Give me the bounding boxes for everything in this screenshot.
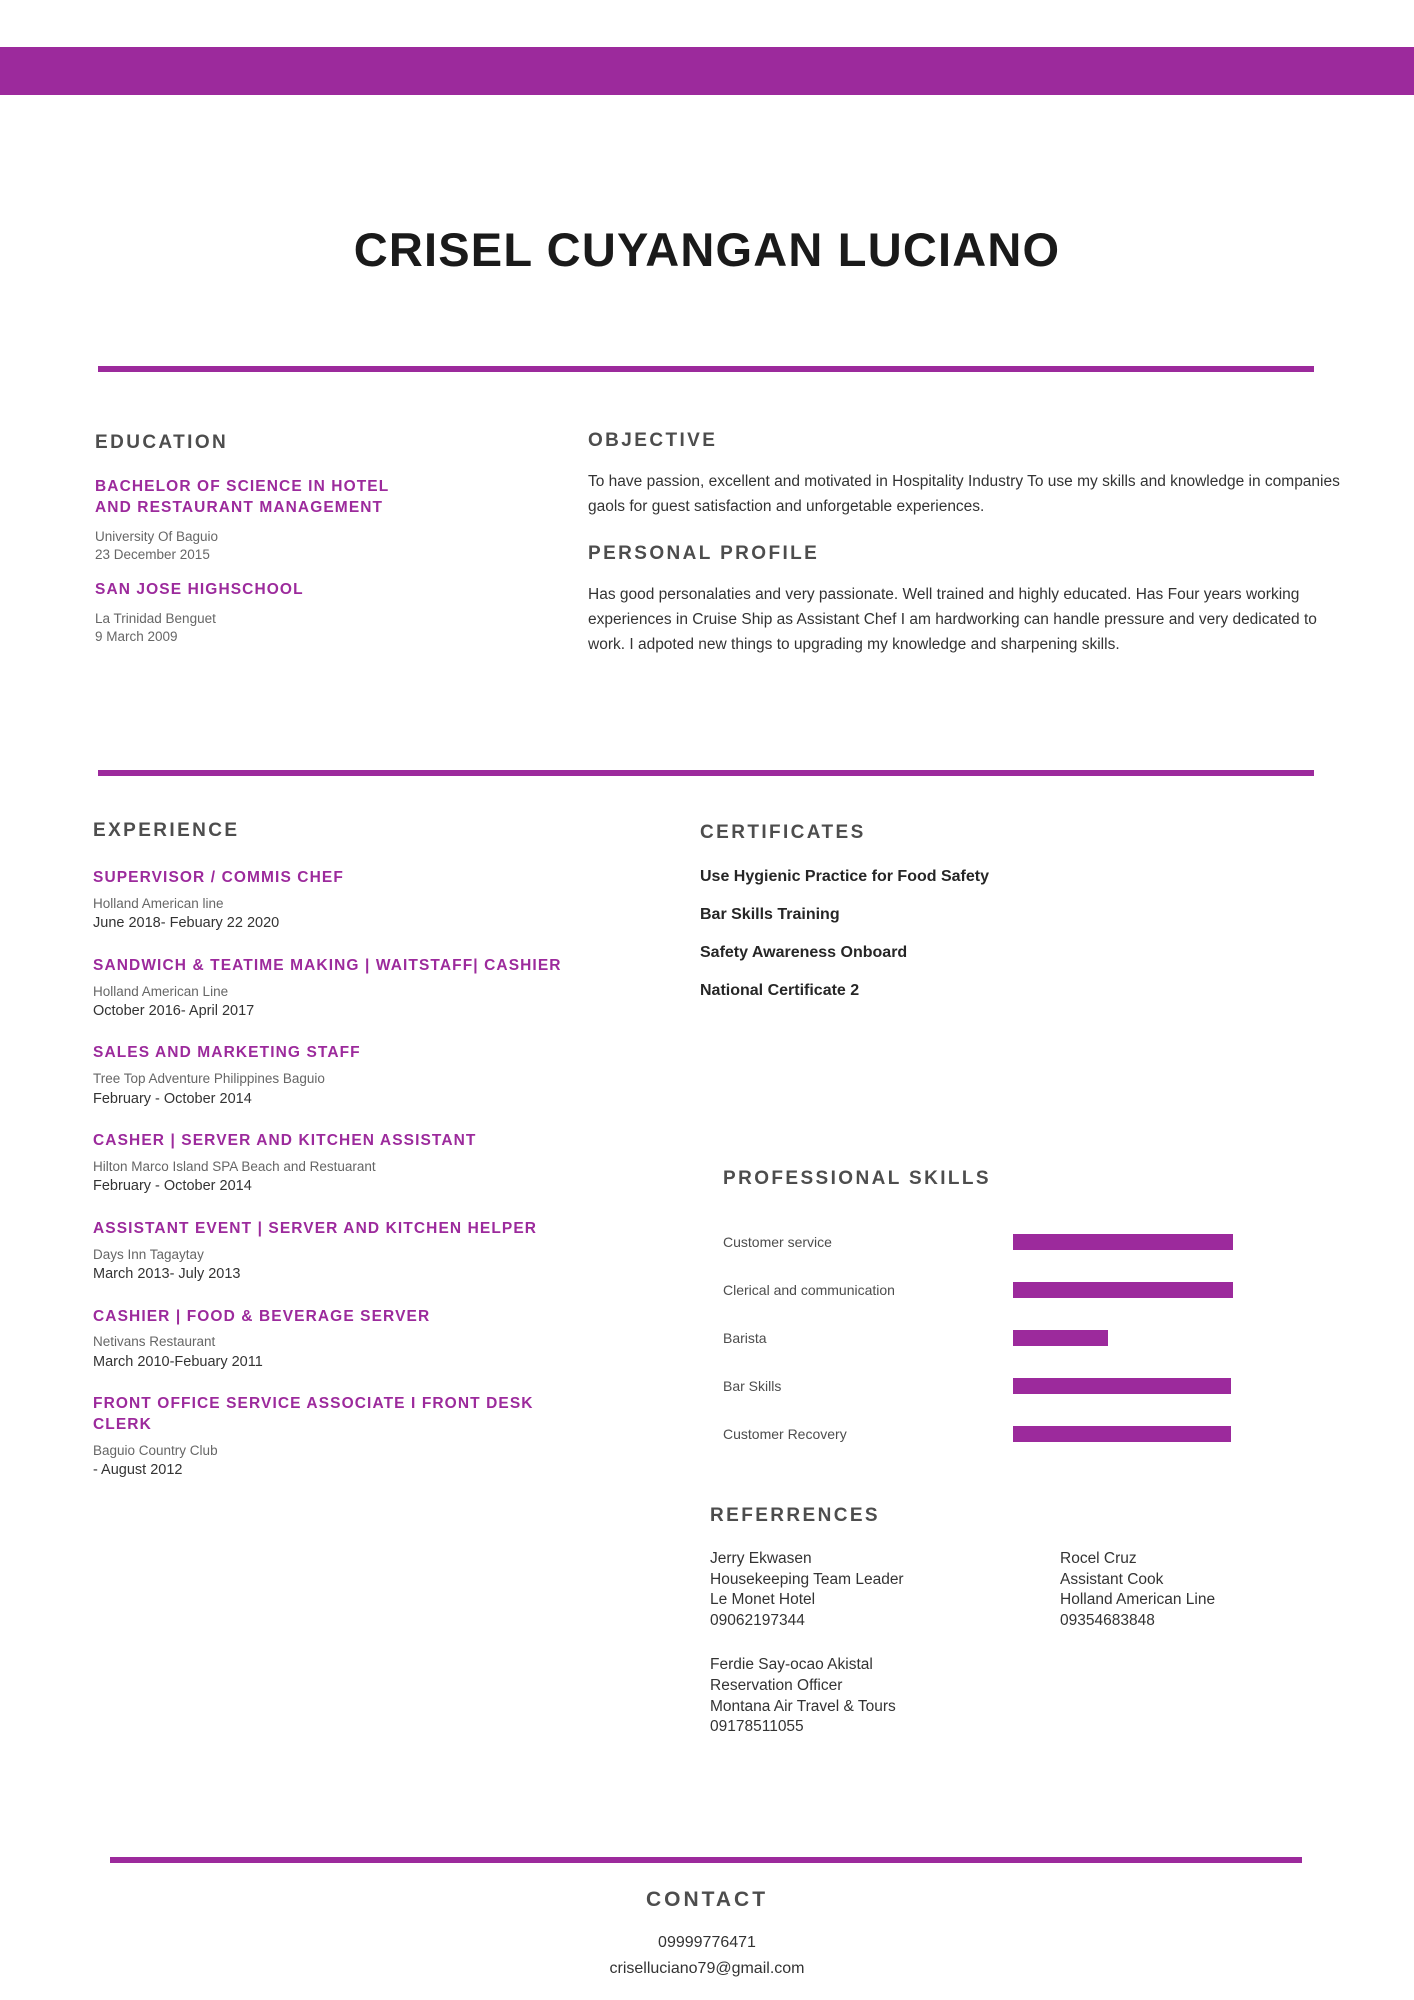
skill-bar (1013, 1426, 1231, 1442)
skill-label: Bar Skills (723, 1378, 782, 1394)
experience-date: - August 2012 (93, 1462, 183, 1479)
divider-top (98, 366, 1314, 372)
skill-bar (1013, 1330, 1108, 1346)
experience-heading: EXPERIENCE (93, 820, 240, 841)
experience-date: October 2016- April 2017 (93, 1002, 255, 1019)
education-item (95, 477, 425, 564)
education-date: 23 December 2015 (95, 547, 210, 563)
objective-section (588, 430, 1358, 682)
skill-label: Barista (723, 1330, 767, 1346)
references-heading: REFERRENCES (710, 1505, 880, 1526)
experience-title: FRONT OFFICE SERVICE ASSOCIATE I FRONT DESK CLERK (93, 1395, 534, 1434)
experience-date: June 2018- Febuary 22 2020 (93, 915, 280, 932)
experience-title: SUPERVISOR / COMMIS CHEF (93, 869, 344, 886)
reference-name: Jerry Ekwasen (710, 1550, 812, 1567)
education-heading: EDUCATION (95, 432, 229, 453)
experience-title: CASHER | SERVER AND KITCHEN ASSISTANT (93, 1132, 477, 1150)
education-degree: SAN JOSE HIGHSCHOOL (95, 581, 304, 599)
references-column-left (710, 1549, 1060, 1762)
reference-company: Holland American Line (1060, 1591, 1216, 1609)
experience-item (93, 1043, 573, 1109)
skill-bar (1013, 1234, 1233, 1250)
reference-item (710, 1655, 1060, 1737)
certificate-item: Safety Awareness Onboard (700, 944, 908, 961)
experience-title: SANDWICH & TEATIME MAKING | WAITSTAFF| CASHIER (93, 956, 562, 974)
experience-date: March 2010-Febuary 2011 (93, 1353, 263, 1370)
skill-row (723, 1410, 1303, 1458)
contact-heading: CONTACT (645, 1888, 769, 1911)
experience-section (93, 820, 573, 1503)
references-section (710, 1505, 1330, 1762)
personal-profile-text: Has good personalaties and very passionate. Well trained and highly educated. Has Four years working experiences in Cruise Ship as Assistant Chef I am hardworking can handle pressure and very dedicated to work. I adpoted new things to upgrading my knowledge and sharpening skills. (588, 586, 1317, 654)
certificates-heading: CERTIFICATES (700, 822, 866, 843)
certificate-item: Use Hygienic Practice for Food Safety (700, 868, 989, 885)
skill-track (1013, 1378, 1233, 1394)
certificate-item: National Certificate 2 (700, 982, 860, 999)
skill-track (1013, 1282, 1233, 1298)
contact-section (0, 1888, 1414, 1981)
experience-date: March 2013- July 2013 (93, 1265, 241, 1282)
reference-phone: 09178511055 (710, 1718, 804, 1736)
skill-track (1013, 1234, 1233, 1250)
references-column-right (1060, 1549, 1330, 1762)
education-degree: BACHELOR OF SCIENCE IN HOTEL AND RESTAURANT MANAGEMENT (95, 478, 390, 516)
skill-row (723, 1266, 1303, 1314)
skill-track (1013, 1426, 1233, 1442)
skills-heading: PROFESSIONAL SKILLS (723, 1168, 991, 1189)
experience-item (93, 1131, 573, 1197)
experience-item (93, 956, 573, 1022)
experience-item (93, 1219, 573, 1285)
reference-role: Reservation Officer (710, 1677, 843, 1695)
skill-row (723, 1314, 1303, 1362)
experience-company: Netivans Restaurant (93, 1334, 216, 1350)
certificates-section (700, 822, 1260, 1020)
reference-role: Assistant Cook (1060, 1570, 1164, 1588)
experience-company: Baguio Country Club (93, 1443, 218, 1459)
certificate-item: Bar Skills Training (700, 906, 840, 923)
skill-label: Customer service (723, 1234, 832, 1250)
experience-item (93, 1307, 573, 1373)
experience-date: February - October 2014 (93, 1090, 252, 1107)
experience-title: ASSISTANT EVENT | SERVER AND KITCHEN HELPER (93, 1219, 538, 1237)
skill-label: Customer Recovery (723, 1426, 847, 1442)
experience-company: Hilton Marco Island SPA Beach and Restuarant (93, 1159, 376, 1175)
experience-item (93, 1394, 573, 1481)
education-date: 9 March 2009 (95, 629, 178, 645)
reference-company: Montana Air Travel & Tours (710, 1697, 896, 1715)
experience-date: February - October 2014 (93, 1178, 252, 1195)
experience-company: Tree Top Adventure Philippines Baguio (93, 1071, 325, 1087)
experience-title: CASHIER | FOOD & BEVERAGE SERVER (93, 1307, 431, 1325)
divider-middle (98, 770, 1314, 776)
experience-company: Holland American line (93, 895, 224, 911)
education-school: La Trinidad Benguet (95, 611, 216, 627)
experience-company: Holland American Line (93, 983, 229, 999)
reference-role: Housekeeping Team Leader (710, 1570, 904, 1588)
reference-phone: 09354683848 (1060, 1611, 1155, 1629)
divider-bottom (110, 1857, 1302, 1863)
personal-profile-heading: PERSONAL PROFILE (588, 543, 820, 565)
skill-track (1013, 1330, 1233, 1346)
skill-row (723, 1218, 1303, 1266)
education-section (95, 432, 425, 663)
skill-bar (1013, 1282, 1233, 1298)
header-accent-band (0, 47, 1414, 95)
reference-item (710, 1549, 1060, 1631)
education-school: University Of Baguio (95, 528, 219, 544)
skill-bar (1013, 1378, 1231, 1394)
experience-company: Days Inn Tagaytay (93, 1246, 204, 1262)
page-title: CRISEL CUYANGAN LUCIANO (353, 223, 1061, 276)
experience-title: SALES AND MARKETING STAFF (93, 1044, 361, 1062)
experience-item (93, 868, 573, 934)
contact-phone: 09999776471 (658, 1934, 756, 1951)
reference-name: Rocel Cruz (1060, 1550, 1137, 1567)
professional-skills-section (723, 1168, 1303, 1458)
reference-name: Ferdie Say-ocao Akistal (710, 1656, 873, 1674)
contact-email[interactable]: criselluciano79@gmail.com (609, 1959, 805, 1977)
skill-row (723, 1362, 1303, 1410)
skill-label: Clerical and communication (723, 1282, 895, 1298)
education-item (95, 580, 425, 646)
reference-company: Le Monet Hotel (710, 1591, 816, 1609)
reference-item (1060, 1549, 1330, 1631)
objective-text: To have passion, excellent and motivated in Hospitality Industry To use my skills and knowledge in companies gaols for guest satisfaction and unforgetable experiences. (588, 473, 1340, 516)
objective-heading: OBJECTIVE (588, 430, 718, 451)
reference-phone: 09062197344 (710, 1611, 805, 1629)
